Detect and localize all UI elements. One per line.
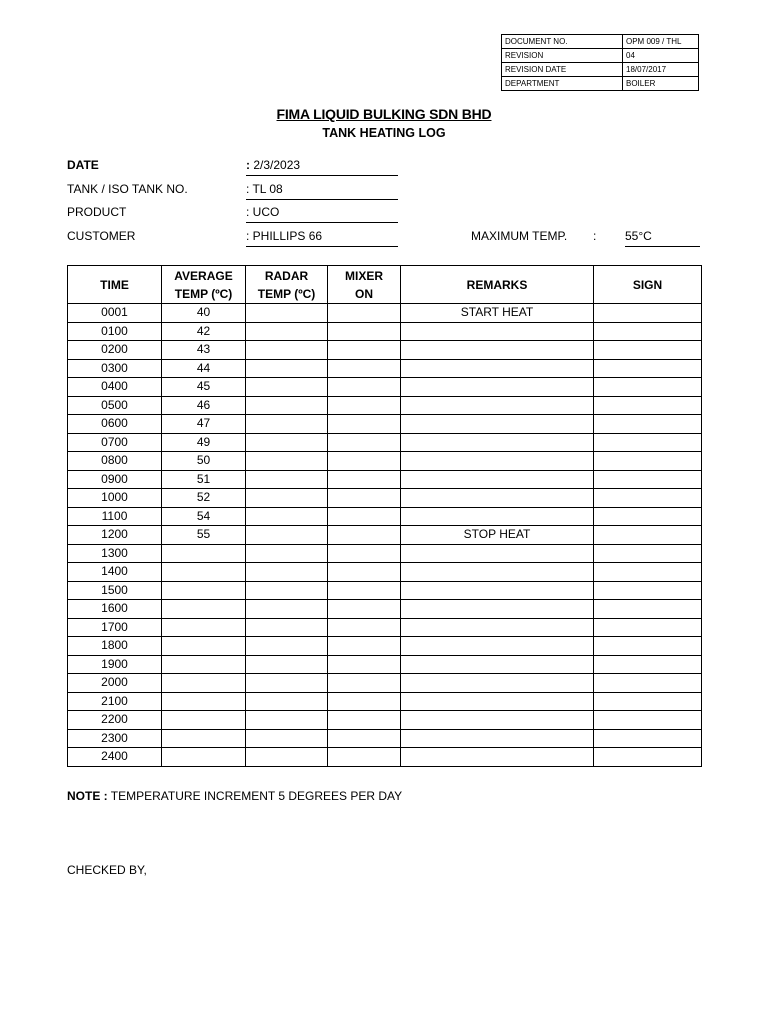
radar-temp-cell — [246, 489, 328, 508]
table-row — [68, 304, 702, 323]
sign-cell — [594, 544, 702, 563]
sign-cell — [594, 581, 702, 600]
table-row — [68, 692, 702, 711]
time-cell: 2300 — [68, 729, 162, 748]
time-cell: 1700 — [68, 618, 162, 637]
document-info-table — [501, 34, 699, 91]
sign-cell — [594, 618, 702, 637]
average-temp-cell: 49 — [162, 433, 246, 452]
table-row — [68, 674, 702, 693]
average-temp-cell — [162, 563, 246, 582]
header-remarks: REMARKS — [401, 266, 594, 304]
doc-info-row — [502, 35, 699, 49]
colon: : — [246, 158, 254, 172]
table-row — [68, 470, 702, 489]
radar-temp-cell — [246, 729, 328, 748]
header-mixer-line2: ON — [355, 286, 373, 301]
doc-info-label: REVISION DATE — [502, 63, 623, 77]
time-cell: 1000 — [68, 489, 162, 508]
table-row — [68, 600, 702, 619]
tank-value: TL 08 — [252, 182, 283, 196]
colon: : — [593, 229, 597, 243]
remarks-cell — [401, 637, 594, 656]
average-temp-cell: 46 — [162, 396, 246, 415]
mixer-on-cell — [328, 433, 401, 452]
sign-cell — [594, 341, 702, 360]
mixer-on-cell — [328, 304, 401, 323]
table-row — [68, 563, 702, 582]
sign-cell — [594, 674, 702, 693]
radar-temp-cell — [246, 470, 328, 489]
radar-temp-cell — [246, 322, 328, 341]
table-row — [68, 433, 702, 452]
table-row — [68, 341, 702, 360]
sign-cell — [594, 729, 702, 748]
date-label: DATE — [67, 158, 99, 172]
remarks-cell — [401, 396, 594, 415]
tank-value-line — [246, 182, 398, 200]
average-temp-cell: 51 — [162, 470, 246, 489]
average-temp-cell — [162, 692, 246, 711]
time-cell: 1400 — [68, 563, 162, 582]
average-temp-cell: 47 — [162, 415, 246, 434]
checked-by-label: CHECKED BY, — [67, 863, 147, 877]
product-value: UCO — [252, 205, 280, 219]
remarks-cell — [401, 711, 594, 730]
average-temp-cell — [162, 711, 246, 730]
table-row — [68, 711, 702, 730]
log-subtitle: TANK HEATING LOG — [322, 126, 446, 140]
time-cell: 0900 — [68, 470, 162, 489]
customer-label: CUSTOMER — [67, 229, 136, 243]
mixer-on-cell — [328, 563, 401, 582]
sign-cell — [594, 600, 702, 619]
time-cell: 0800 — [68, 452, 162, 471]
doc-info-value: 18/07/2017 — [623, 63, 699, 77]
sign-cell — [594, 470, 702, 489]
average-temp-cell: 44 — [162, 359, 246, 378]
header-average-line1: AVERAGE — [174, 268, 233, 283]
mixer-on-cell — [328, 544, 401, 563]
table-row — [68, 489, 702, 508]
mixer-on-cell — [328, 711, 401, 730]
time-cell: 0001 — [68, 304, 162, 323]
product-label: PRODUCT — [67, 205, 127, 219]
sign-cell — [594, 415, 702, 434]
sign-cell — [594, 507, 702, 526]
mixer-on-cell — [328, 618, 401, 637]
time-cell: 0300 — [68, 359, 162, 378]
radar-temp-cell — [246, 341, 328, 360]
header-mixer-line1: MIXER — [344, 268, 383, 283]
remarks-cell: START HEAT — [401, 304, 594, 323]
customer-value: PHILLIPS 66 — [252, 229, 323, 243]
average-temp-cell: 40 — [162, 304, 246, 323]
mixer-on-cell — [328, 378, 401, 397]
remarks-cell — [401, 489, 594, 508]
mixer-on-cell — [328, 748, 401, 767]
note-label: NOTE : — [67, 789, 108, 803]
colon: : — [246, 229, 253, 243]
table-row — [68, 378, 702, 397]
radar-temp-cell — [246, 526, 328, 545]
radar-temp-cell — [246, 600, 328, 619]
table-row — [68, 452, 702, 471]
colon: : — [246, 205, 253, 219]
sign-cell — [594, 711, 702, 730]
time-cell: 2200 — [68, 711, 162, 730]
remarks-cell — [401, 470, 594, 489]
time-cell: 0600 — [68, 415, 162, 434]
average-temp-cell: 54 — [162, 507, 246, 526]
time-cell: 1800 — [68, 637, 162, 656]
table-row — [68, 359, 702, 378]
tank-label: TANK / ISO TANK NO. — [67, 182, 188, 196]
doc-info-row — [502, 77, 699, 91]
remarks-cell — [401, 359, 594, 378]
header-mixer-on — [328, 266, 401, 304]
doc-info-label: DOCUMENT NO. — [502, 35, 623, 49]
average-temp-cell: 43 — [162, 341, 246, 360]
mixer-on-cell — [328, 396, 401, 415]
remarks-cell — [401, 655, 594, 674]
mixer-on-cell — [328, 729, 401, 748]
average-temp-cell — [162, 637, 246, 656]
radar-temp-cell — [246, 692, 328, 711]
radar-temp-cell — [246, 674, 328, 693]
table-row — [68, 729, 702, 748]
sign-cell — [594, 322, 702, 341]
mixer-on-cell — [328, 600, 401, 619]
mixer-on-cell — [328, 692, 401, 711]
sign-cell — [594, 378, 702, 397]
table-row — [68, 618, 702, 637]
table-row — [68, 655, 702, 674]
average-temp-cell — [162, 655, 246, 674]
remarks-cell — [401, 600, 594, 619]
radar-temp-cell — [246, 507, 328, 526]
table-row — [68, 748, 702, 767]
mixer-on-cell — [328, 452, 401, 471]
average-temp-cell: 52 — [162, 489, 246, 508]
time-cell: 2400 — [68, 748, 162, 767]
remarks-cell — [401, 452, 594, 471]
time-cell: 2100 — [68, 692, 162, 711]
time-cell: 0200 — [68, 341, 162, 360]
time-cell: 2000 — [68, 674, 162, 693]
mixer-on-cell — [328, 637, 401, 656]
table-row — [68, 526, 702, 545]
remarks-cell — [401, 674, 594, 693]
mixer-on-cell — [328, 470, 401, 489]
remarks-cell — [401, 507, 594, 526]
remarks-cell — [401, 618, 594, 637]
time-cell: 0500 — [68, 396, 162, 415]
sign-cell — [594, 692, 702, 711]
time-cell: 1900 — [68, 655, 162, 674]
sign-cell — [594, 526, 702, 545]
average-temp-cell — [162, 729, 246, 748]
doc-info-label: DEPARTMENT — [502, 77, 623, 91]
time-cell: 1100 — [68, 507, 162, 526]
mixer-on-cell — [328, 526, 401, 545]
average-temp-cell — [162, 544, 246, 563]
max-temp-label: MAXIMUM TEMP. — [471, 229, 568, 243]
sign-cell — [594, 748, 702, 767]
radar-temp-cell — [246, 378, 328, 397]
average-temp-cell — [162, 600, 246, 619]
radar-temp-cell — [246, 711, 328, 730]
remarks-cell — [401, 378, 594, 397]
sign-cell — [594, 637, 702, 656]
time-cell: 0400 — [68, 378, 162, 397]
heating-log-table — [67, 265, 702, 767]
product-value-line — [246, 205, 398, 223]
mixer-on-cell — [328, 341, 401, 360]
remarks-cell — [401, 341, 594, 360]
average-temp-cell: 45 — [162, 378, 246, 397]
sign-cell — [594, 655, 702, 674]
average-temp-cell: 42 — [162, 322, 246, 341]
sign-cell — [594, 433, 702, 452]
time-cell: 0700 — [68, 433, 162, 452]
table-header-row — [68, 266, 702, 304]
average-temp-cell — [162, 618, 246, 637]
radar-temp-cell — [246, 581, 328, 600]
radar-temp-cell — [246, 637, 328, 656]
mixer-on-cell — [328, 655, 401, 674]
mixer-on-cell — [328, 322, 401, 341]
average-temp-cell — [162, 748, 246, 767]
sign-cell — [594, 396, 702, 415]
radar-temp-cell — [246, 748, 328, 767]
mixer-on-cell — [328, 581, 401, 600]
remarks-cell — [401, 581, 594, 600]
time-cell: 1600 — [68, 600, 162, 619]
header-average-temp — [162, 266, 246, 304]
radar-temp-cell — [246, 655, 328, 674]
doc-info-row — [502, 49, 699, 63]
remarks-cell — [401, 544, 594, 563]
remarks-cell — [401, 433, 594, 452]
remarks-cell — [401, 748, 594, 767]
doc-info-value: OPM 009 / THL — [623, 35, 699, 49]
company-title: FIMA LIQUID BULKING SDN BHD — [276, 106, 492, 122]
table-row — [68, 322, 702, 341]
average-temp-cell: 50 — [162, 452, 246, 471]
mixer-on-cell — [328, 507, 401, 526]
header-radar-line1: RADAR — [264, 268, 309, 283]
radar-temp-cell — [246, 304, 328, 323]
header-radar-line2: TEMP (ºC) — [257, 286, 316, 301]
time-cell: 1200 — [68, 526, 162, 545]
doc-info-row — [502, 63, 699, 77]
table-row — [68, 581, 702, 600]
header-average-line2: TEMP (ºC) — [174, 286, 233, 301]
sign-cell — [594, 489, 702, 508]
note — [67, 789, 402, 803]
radar-temp-cell — [246, 396, 328, 415]
date-value-line — [246, 158, 398, 176]
table-body — [68, 304, 702, 767]
average-temp-cell — [162, 674, 246, 693]
mixer-on-cell — [328, 489, 401, 508]
table-row — [68, 415, 702, 434]
mixer-on-cell — [328, 359, 401, 378]
time-cell: 1300 — [68, 544, 162, 563]
remarks-cell — [401, 415, 594, 434]
radar-temp-cell — [246, 563, 328, 582]
remarks-cell — [401, 692, 594, 711]
mixer-on-cell — [328, 674, 401, 693]
sign-cell — [594, 563, 702, 582]
table-row — [68, 637, 702, 656]
colon: : — [246, 182, 253, 196]
sign-cell — [594, 359, 702, 378]
header-sign: SIGN — [594, 266, 702, 304]
radar-temp-cell — [246, 452, 328, 471]
doc-info-value: BOILER — [623, 77, 699, 91]
radar-temp-cell — [246, 359, 328, 378]
remarks-cell: STOP HEAT — [401, 526, 594, 545]
header-time: TIME — [68, 266, 162, 304]
sign-cell — [594, 304, 702, 323]
table-row — [68, 544, 702, 563]
remarks-cell — [401, 563, 594, 582]
note-text: TEMPERATURE INCREMENT 5 DEGREES PER DAY — [107, 789, 403, 803]
radar-temp-cell — [246, 618, 328, 637]
remarks-cell — [401, 729, 594, 748]
remarks-cell — [401, 322, 594, 341]
average-temp-cell — [162, 581, 246, 600]
average-temp-cell: 55 — [162, 526, 246, 545]
customer-value-line — [246, 229, 398, 247]
mixer-on-cell — [328, 415, 401, 434]
table-row — [68, 507, 702, 526]
doc-info-value: 04 — [623, 49, 699, 63]
radar-temp-cell — [246, 544, 328, 563]
header-radar-temp — [246, 266, 328, 304]
table-row — [68, 396, 702, 415]
time-cell: 1500 — [68, 581, 162, 600]
radar-temp-cell — [246, 433, 328, 452]
sign-cell — [594, 452, 702, 471]
doc-info-label: REVISION — [502, 49, 623, 63]
radar-temp-cell — [246, 415, 328, 434]
date-value: 2/3/2023 — [253, 158, 301, 172]
max-temp-value: 55°C — [625, 229, 700, 247]
time-cell: 0100 — [68, 322, 162, 341]
